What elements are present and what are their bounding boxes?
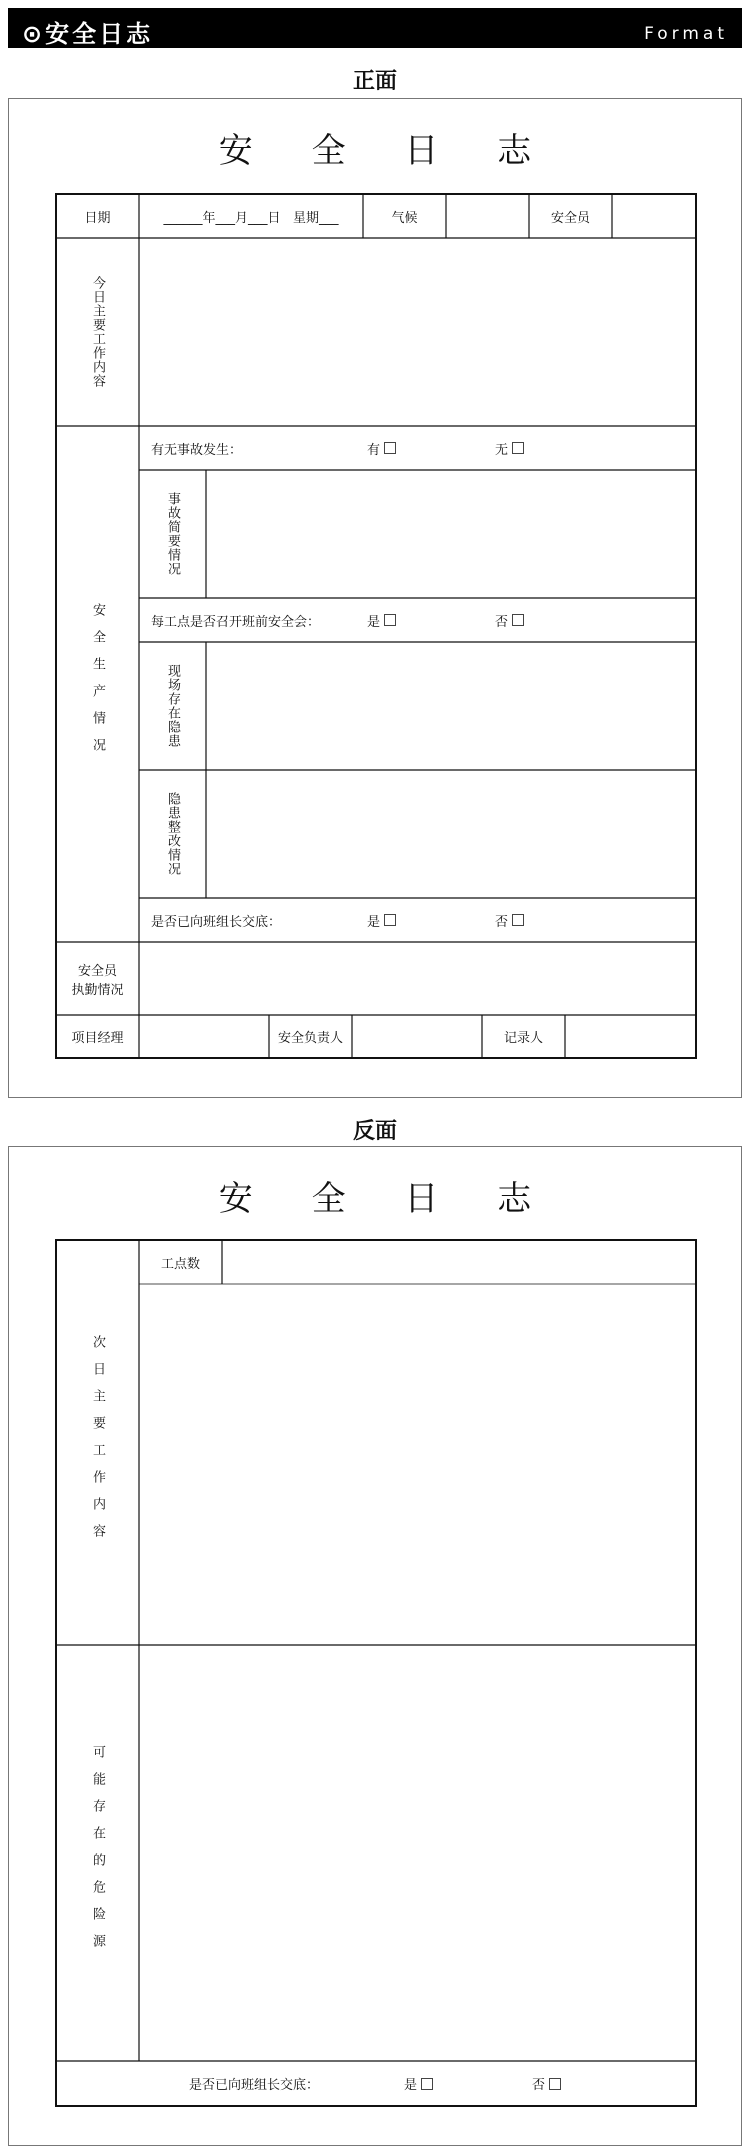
safety-label-cell [56, 426, 139, 942]
handover-no-option[interactable] [495, 898, 524, 942]
workpoints-label: 工点数 [160, 1256, 200, 1272]
weather-field[interactable] [446, 194, 529, 238]
accident-no-option[interactable] [495, 426, 524, 470]
accident-question: 有无事故发生： [151, 442, 243, 458]
back-side-label: 反面 [352, 1119, 397, 1144]
front-sheet [8, 98, 742, 1098]
handover-question: 是否已向班组长交底： [151, 914, 282, 930]
workpoints-field[interactable] [222, 1240, 696, 1284]
meeting-yes-option[interactable] [367, 598, 396, 642]
hazard-field[interactable] [206, 642, 696, 770]
safety-head-label: 安全负责人 [277, 1031, 343, 1046]
pm-label: 项目经理 [71, 1031, 124, 1046]
back-handover-yes-checkbox[interactable] [421, 2078, 433, 2090]
rectify-field[interactable] [206, 770, 696, 898]
accident-brief-label-cell [139, 470, 206, 598]
officer-field[interactable] [612, 194, 696, 238]
back-doc-title: 安 全 日 志 [218, 1179, 556, 1219]
weather-label: 气候 [391, 210, 418, 226]
officer-duty-label-line1: 安全员 [77, 963, 117, 979]
handover-yes-label: 是 [367, 914, 381, 930]
front-side-label: 正面 [352, 69, 397, 94]
today-work-label: 今日主要工作内容 [90, 276, 105, 388]
meeting-no-label: 否 [495, 614, 509, 630]
hazard-source-field[interactable] [139, 1645, 696, 2061]
back-handover-yes-option[interactable] [404, 2061, 433, 2106]
accident-yes-checkbox[interactable] [384, 442, 396, 454]
meeting-yes-label: 是 [367, 614, 381, 630]
back-handover-no-label: 否 [532, 2078, 546, 2093]
today-work-label-cell [56, 238, 139, 426]
rectify-label-cell [139, 770, 206, 898]
today-work-field[interactable] [139, 238, 696, 426]
rectify-label: 隐患整改情况 [165, 792, 180, 876]
hazard-source-label: 可能存在的危险源 [90, 1745, 105, 1961]
officer-label: 安全员 [550, 210, 590, 226]
header-bar [8, 8, 742, 48]
safety-label: 安全生产情况 [90, 603, 105, 765]
recorder-field[interactable] [565, 1015, 696, 1058]
next-work-label: 次日主要工作内容 [90, 1334, 105, 1551]
next-work-label-cell [56, 1240, 139, 1645]
format-label: Format [644, 24, 728, 44]
officer-duty-label-cell [56, 942, 139, 1015]
accident-no-checkbox[interactable] [512, 442, 524, 454]
date-label: 日期 [84, 210, 111, 226]
hazard-label-cell [139, 642, 206, 770]
back-handover-question: 是否已向班组长交底： [189, 2078, 320, 2093]
officer-duty-field[interactable] [139, 942, 696, 1015]
handover-no-checkbox[interactable] [512, 914, 524, 926]
handover-no-label: 否 [495, 914, 509, 930]
officer-duty-label-line2: 执勤情况 [71, 982, 124, 998]
accident-yes-label: 有 [367, 442, 381, 458]
next-work-field[interactable] [139, 1284, 696, 1645]
meeting-question: 每工点是否召开班前安全会： [151, 614, 321, 630]
accident-no-label: 无 [495, 442, 509, 458]
safety-head-field[interactable] [352, 1015, 482, 1058]
handover-yes-checkbox[interactable] [384, 914, 396, 926]
back-sheet [8, 1146, 742, 2146]
hazard-source-label-cell [56, 1645, 139, 2061]
accident-brief-label: 事故简要情况 [165, 492, 180, 576]
back-handover-no-option[interactable] [532, 2061, 561, 2106]
date-value-field[interactable]: ______年___月___日 星期___ [163, 210, 339, 226]
accident-yes-option[interactable] [367, 426, 396, 470]
meeting-no-checkbox[interactable] [512, 614, 524, 626]
accident-brief-field[interactable] [206, 470, 696, 598]
recorder-label: 记录人 [503, 1031, 543, 1046]
front-doc-title: 安 全 日 志 [218, 131, 556, 171]
hazard-label: 现场存在隐患 [165, 664, 180, 748]
meeting-yes-checkbox[interactable] [384, 614, 396, 626]
meeting-no-option[interactable] [495, 598, 524, 642]
back-handover-no-checkbox[interactable] [549, 2078, 561, 2090]
back-handover-yes-label: 是 [404, 2078, 418, 2093]
pm-field[interactable] [139, 1015, 269, 1058]
header-title: ⊙安全日志 [22, 20, 154, 48]
handover-yes-option[interactable] [367, 898, 396, 942]
